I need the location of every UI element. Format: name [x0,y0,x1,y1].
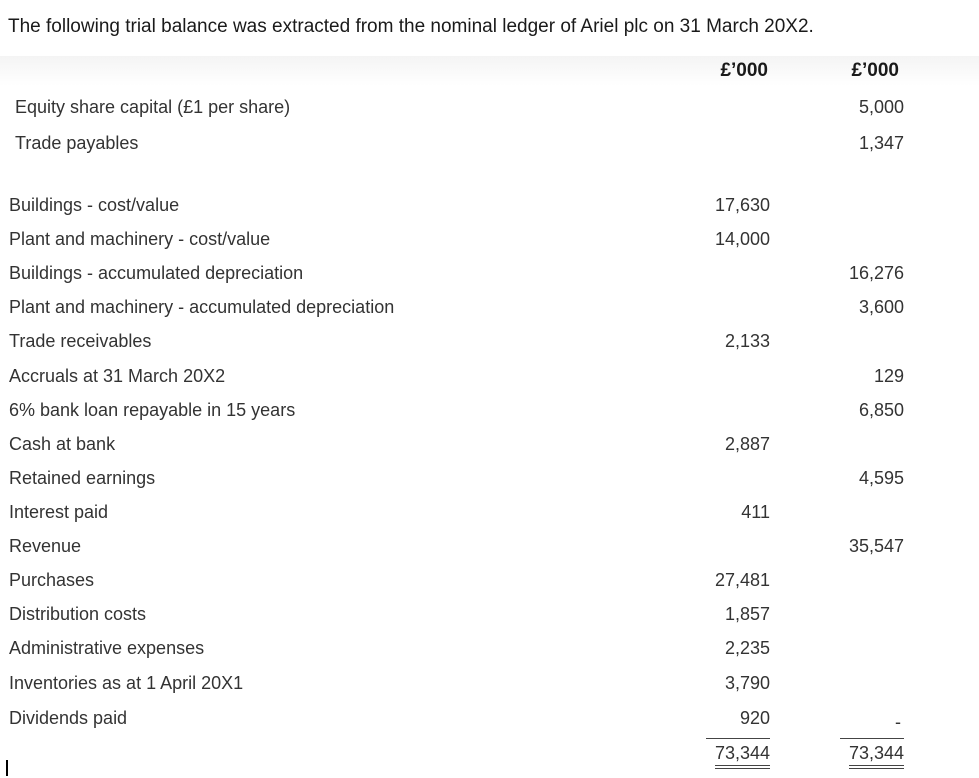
credit-total-value: 73,344 [849,743,904,769]
row-label: Purchases [9,570,95,590]
table-row [0,434,979,464]
debit-subtotal-rule [706,738,770,739]
row-debit: 17,630 [714,195,770,215]
text-cursor [6,760,8,776]
row-debit: 3,790 [724,673,770,693]
row-debit: 2,887 [724,434,770,454]
row-credit: 6,850 [858,400,904,420]
row-label: Distribution costs [9,604,147,624]
row-credit: 4,595 [858,468,904,488]
table-row [0,229,979,259]
table-row [0,570,979,600]
table-row [0,263,979,293]
row-label: Revenue [9,536,82,556]
row-label: Plant and machinery - accumulated depreciation [9,297,395,317]
table-row [0,97,979,127]
table-row [0,638,979,668]
credit-subtotal-rule [840,738,904,739]
row-debit: 411 [741,502,770,522]
table-row [0,468,979,498]
row-label: Inventories as at 1 April 20X1 [9,673,244,693]
row-label: 6% bank loan repayable in 15 years [9,400,296,420]
row-credit: 3,600 [858,297,904,317]
row-label: Trade payables [15,133,139,153]
row-label: Interest paid [9,502,109,522]
row-label: Plant and machinery - cost/value [9,229,271,249]
row-label: Buildings - cost/value [9,195,180,215]
table-row [0,536,979,566]
row-label: Accruals at 31 March 20X2 [9,366,226,386]
table-row [0,708,979,738]
table-row [0,331,979,361]
debit-column-header: £’000 [720,60,768,81]
table-row [0,400,979,430]
row-debit: 920 [739,708,770,728]
credit-nil-dash: - [895,712,901,732]
credit-total [784,743,904,769]
debit-total-value: 73,344 [715,743,770,769]
row-label: Trade receivables [9,331,152,351]
row-credit: 16,276 [848,263,904,283]
debit-total [650,743,770,769]
table-row [0,133,979,163]
row-debit: 2,133 [724,331,770,351]
table-row [0,673,979,703]
row-debit: 14,000 [714,229,770,249]
row-label: Buildings - accumulated depreciation [9,263,304,283]
row-label: Cash at bank [9,434,116,454]
credit-column-header: £’000 [851,60,899,81]
row-credit: 5,000 [858,97,904,117]
row-debit: 1,857 [724,604,770,624]
row-credit: 1,347 [858,133,904,153]
row-label: Equity share capital (£1 per share) [15,97,291,117]
row-credit: 129 [873,366,904,386]
intro-text: The following trial balance was extracted from the nominal ledger of Ariel plc on 31 March 20X2. [8,16,814,37]
row-label: Administrative expenses [9,638,205,658]
table-row [0,604,979,634]
table-row [0,366,979,396]
row-credit: 35,547 [848,536,904,556]
row-debit: 27,481 [714,570,770,590]
row-label: Dividends paid [9,708,128,728]
row-debit: 2,235 [724,638,770,658]
table-row [0,502,979,532]
table-row [0,297,979,327]
row-label: Retained earnings [9,468,156,488]
table-row [0,195,979,225]
